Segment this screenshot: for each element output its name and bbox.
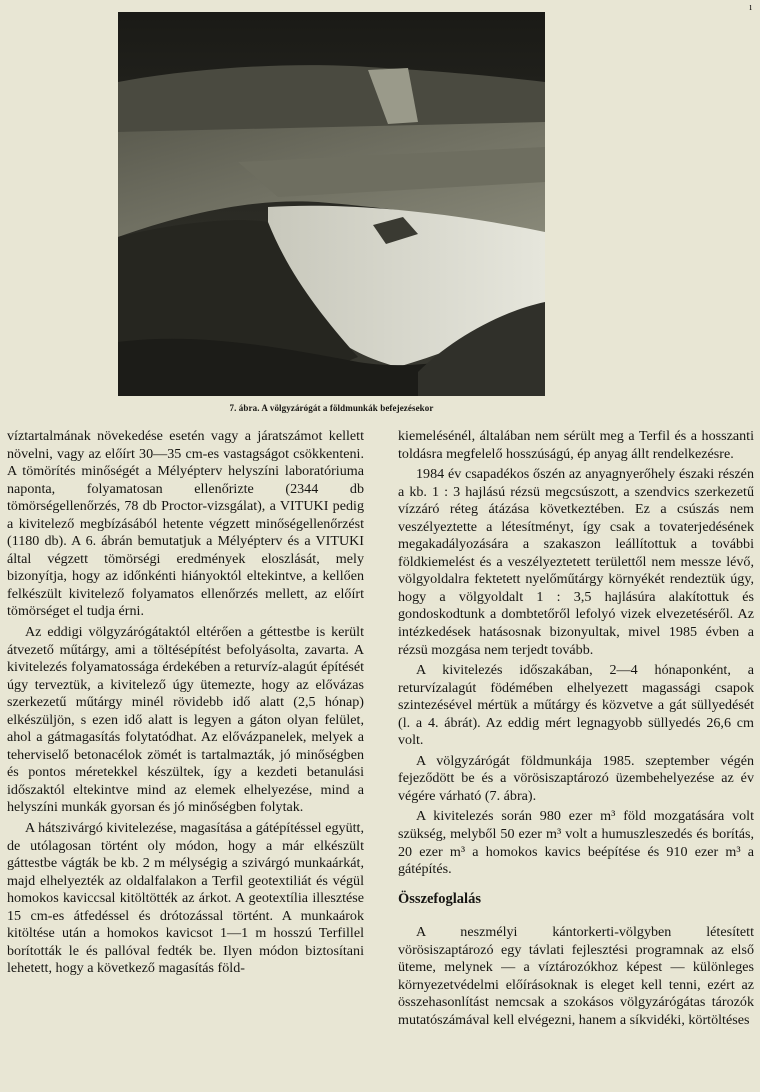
figure-caption: 7. ábra. A völgyzárógát a földmunkák befejezésekor [229, 403, 434, 413]
paragraph: Az eddigi völgyzárógátaktól eltérően a géttestbe is került átvezető műtárgy, ami a töltésépítést befolyásolta, zavarta. A kivitelezés folyamatossága érdekében a returvíz-alagút építését úgy terveztük, a kivitelező úgy ütemezte, hogy az elővázas szerkezetű műtárgy minél rövidebb idő alatt (2,5 hónap) elkészüljön, s ezen idő alatt is legyen a gáton olyan felület, ahol a gátmagasítás folytatódhat. Az elővázpanelek, melyek a teherviselő betonacélok zömét is tartalmazták, jó minőségben és pontos méretekkel készültek, így a kezdeti betanulási időszaktól eltekintve mind az elemek elhelyezése, mind a helyszíni munkák gyorsan és jó minőségben folytak. [7, 624, 364, 816]
right-text-column [398, 428, 754, 1033]
section-heading: Összefoglalás [398, 890, 481, 907]
paragraph: A völgyzárógát földmunkája 1985. szeptember végén fejeződött be és a vörösiszaptározó üzembehelyezése az év végére várható (7. ábra). [398, 752, 754, 804]
paragraph: víztartalmának növekedése esetén vagy a járatszámot kellett növelni, vagy az előírt 30—35 cm-es vastagságot csökkenteni. A tömörítés minőségét a Mélyépterv helyszíni laboratóriuma naponta, folyamatosan ellenőrizte (2344 db tömörségellenőrzés, 78 db Proctor-vizsgálat), a VITUKI pedig a kivitelező megbízásából hetente végzett minőségellenőrzést (1180 db). A 6. ábrán bemutatjuk a Mélyépterv és a VITUKI által végzett tömörségi eredmények eloszlását, mely bizonyítja, hogy az időnkénti hiányoktól eltekintve, a kellően felkészült kivitelező folyamatos ellenőrzés mellett, az előírt tömörséget el tudja érni. [7, 428, 364, 620]
paragraph: A kivitelezés során 980 ezer m³ föld mozgatására volt szükség, melyből 50 ezer m³ volt a humuszleszedés és borítás, 20 ezer m³ a homokos kavics beépítése és 910 ezer m³ a gátépítés. [398, 808, 754, 878]
paragraph: kiemelésénél, általában nem sérült meg a Terfil és a hosszanti toldásra megfelelő hosszúságú, ép anyag állt rendelkezésre. [398, 428, 754, 462]
figure-photo [118, 12, 545, 396]
dam-photo-illustration [118, 12, 545, 396]
paragraph: A neszmélyi kántorkerti-völgyben létesített vörösiszaptározó egy távlati fejlesztési programnak az első üteme, melynek — a víztározókhoz képest — különleges környezetvédelmi előírásoknak is eleget kell tenni, ezért az összehasonlítást nemcsak a szokásos völgyzárógátas tározók mutatószámával kell elvégezni, hanem a síkvidéki, körtöltéses [398, 924, 754, 1028]
page-corner-mark: ı [749, 2, 752, 13]
paragraph: A hátszivárgó kivitelezése, magasítása a gátépítéssel együtt, de utólagosan történt oly módon, hogy a már elkészült gáttestbe vágták be kb. 2 m mélységig a szivárgó munkaárkát, majd elhelyezték az oldalfalakon a Terfil geotextiliát és végül homokos kaviccsal kitöltötték az árkot. A geotextília illesztése 15 cm-es átfedéssel és drótozással történt. A munkaárok kitöltése után a homokos kavicsot 1—1 m hosszú Terfillel borították le és pallóval fedték be. Ilyen módon biztosítani lehetett, hogy a következő magasítás föld- [7, 820, 364, 977]
left-text-column [7, 428, 364, 981]
paragraph: A kivitelezés időszakában, 2—4 hónaponként, a returvízalagút födémében elhelyezett magassági csapok szintezésével mértük a műtárgy és közvetve a gát süllyedését (l. a 4. ábrát). Az eddig mért legnagyobb süllyedés 26,6 cm volt. [398, 662, 754, 749]
paragraph: 1984 év csapadékos őszén az anyagnyerőhely északi részén a kb. 1 : 3 hajlású rézsü megcsúszott, a szendvics szerkezetű vízzáró réteg átázása következtében. Ez a csúszás nem veszélyeztette a létesítményt, így csak a tovaterjedésének megakadályozására a szakaszon leállítottuk a további földkiemelést és a veszélyeztetett területtől nem messze lévő, völgyoldalra fektetett nyelőműtárgy környékét rendeztük úgy, hogy a völgyoldalt 1 : 3,5 hajlásúra alakítottuk és gondoskodtunk a dombtetőről lefolyó vizek elvezetéséről. Az intézkedések hatásosnak bizonyultak, mivel 1985 évben a rézsü mozgása nem terjedt tovább. [398, 466, 754, 658]
